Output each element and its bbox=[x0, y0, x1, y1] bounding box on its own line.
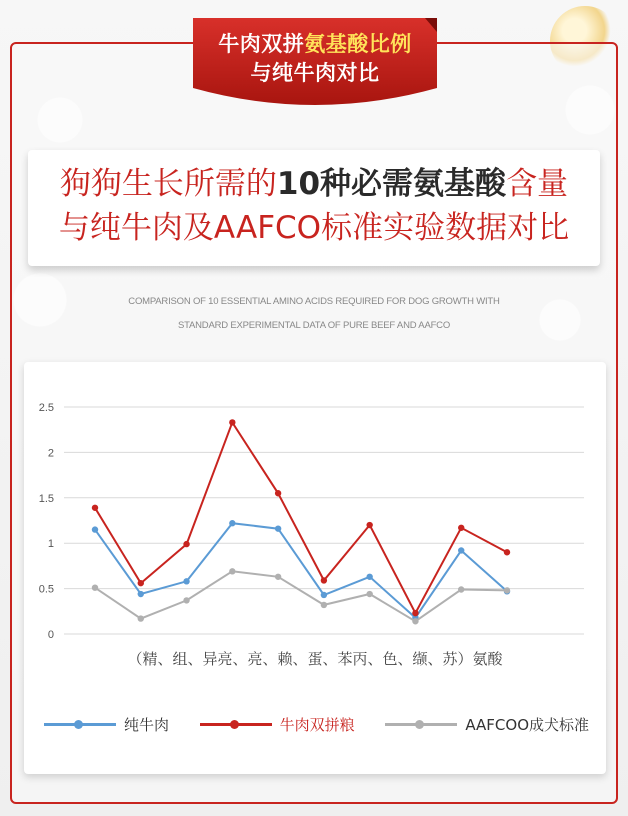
chart-legend bbox=[44, 712, 589, 736]
data-point bbox=[321, 577, 327, 583]
banner-line2: 与纯牛肉对比 bbox=[250, 61, 380, 85]
data-point bbox=[458, 525, 464, 531]
data-point bbox=[321, 602, 327, 608]
data-point bbox=[183, 541, 189, 547]
y-tick-label: 2.5 bbox=[38, 402, 54, 414]
y-tick-label: 2 bbox=[47, 447, 54, 460]
data-point bbox=[458, 586, 464, 592]
headline-line1-post: 含量 bbox=[506, 166, 569, 202]
legend-swatch bbox=[44, 723, 116, 726]
data-point bbox=[366, 522, 372, 528]
headline-card bbox=[28, 150, 600, 266]
data-point bbox=[183, 597, 189, 603]
headline-line1 bbox=[28, 162, 600, 206]
series-line-2 bbox=[95, 571, 507, 621]
data-point bbox=[183, 578, 189, 584]
banner-line1-highlight: 氨基酸比例 bbox=[304, 32, 412, 56]
line-chart bbox=[24, 362, 606, 662]
data-point bbox=[321, 592, 327, 598]
subtitle-line1: COMPARISON OF 10 ESSENTIAL AMINO ACIDS REQUIRED FOR DOG GROWTH WITH bbox=[128, 296, 500, 307]
headline-line1-bold: 10种必需氨基酸 bbox=[276, 166, 507, 202]
title-banner bbox=[193, 18, 437, 114]
data-point bbox=[138, 580, 144, 586]
y-tick-label: 1 bbox=[47, 538, 54, 551]
data-point bbox=[366, 591, 372, 597]
data-point bbox=[92, 584, 98, 590]
legend-item-0 bbox=[44, 714, 169, 735]
data-point bbox=[275, 490, 281, 496]
legend-label: 牛肉双拼粮 bbox=[279, 715, 355, 734]
y-tick-label: 0 bbox=[47, 629, 54, 641]
x-axis-caption: （精、组、异亮、亮、赖、蛋、苯丙、色、缬、苏）氨酸 bbox=[127, 650, 503, 668]
headline-line1-pre: 狗狗生长所需的 bbox=[59, 166, 277, 202]
y-tick-label: 0.5 bbox=[38, 583, 54, 596]
legend-item-1 bbox=[200, 714, 355, 735]
data-point bbox=[412, 618, 418, 624]
data-point bbox=[92, 526, 98, 532]
banner-text bbox=[193, 30, 437, 88]
data-point bbox=[138, 591, 144, 597]
data-point bbox=[92, 505, 98, 511]
data-point bbox=[275, 574, 281, 580]
data-point bbox=[229, 520, 235, 526]
english-subtitle bbox=[0, 290, 628, 338]
data-point bbox=[412, 610, 418, 616]
data-point bbox=[504, 587, 510, 593]
data-point bbox=[229, 419, 235, 425]
legend-swatch bbox=[385, 723, 457, 726]
y-tick-label: 1.5 bbox=[38, 492, 54, 505]
data-point bbox=[275, 525, 281, 531]
data-point bbox=[504, 549, 510, 555]
data-point bbox=[366, 574, 372, 580]
legend-label: AAFCOO成犬标准 bbox=[465, 715, 589, 734]
banner-line1-pre: 牛肉双拼 bbox=[218, 32, 305, 56]
series-line-1 bbox=[95, 422, 507, 613]
legend-label: 纯牛肉 bbox=[124, 715, 170, 734]
data-point bbox=[229, 568, 235, 574]
legend-item-2 bbox=[385, 714, 589, 735]
legend-swatch bbox=[200, 723, 272, 726]
chart-card bbox=[24, 362, 606, 774]
data-point bbox=[458, 547, 464, 553]
subtitle-line2: STANDARD EXPERIMENTAL DATA OF PURE BEEF AND AAFCO bbox=[177, 320, 451, 331]
headline-line2: 与纯牛肉及AAFCO标准实验数据对比 bbox=[58, 210, 570, 246]
data-point bbox=[138, 615, 144, 621]
